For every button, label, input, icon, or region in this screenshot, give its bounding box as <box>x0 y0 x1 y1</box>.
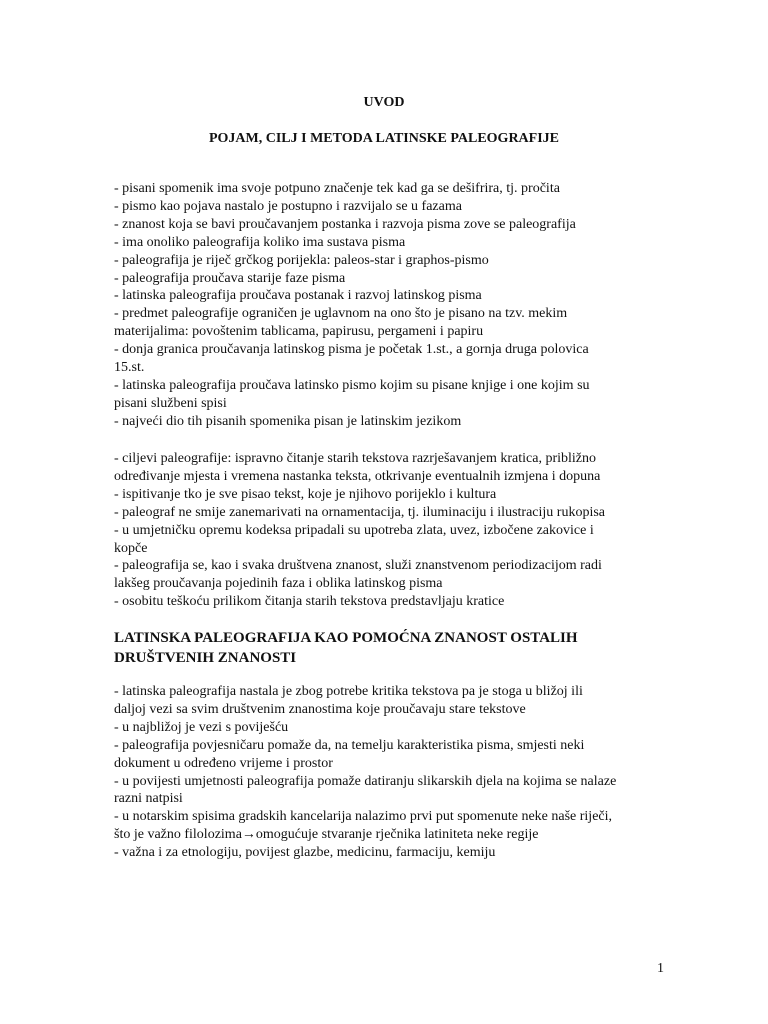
text-line: - donja granica proučavanja latinskog pisma je početak 1.st., a gornja druga polovica <box>114 342 589 358</box>
text-line: - paleografija proučava starije faze pisma <box>114 270 346 286</box>
section-2-text <box>114 450 654 611</box>
text-line: 15.st. <box>114 360 145 376</box>
heading-line: LATINSKA PALEOGRAFIJA KAO POMOĆNA ZNANOST OSTALIH <box>114 630 578 646</box>
text-line: daljoj vezi sa svim društvenim znanostima koje proučavaju stare tekstove <box>114 701 526 717</box>
text-line: - latinska paleografija proučava postanak i razvoj latinskog pisma <box>114 288 482 304</box>
text-line: - u povijesti umjetnosti paleografija pomaže datiranju slikarskih djela na kojima se nalaze <box>114 773 617 789</box>
text-line: - ima onoliko paleografija koliko ima sustava pisma <box>114 234 406 250</box>
page-number: 1 <box>657 961 664 976</box>
text-line: - ciljevi paleografije: ispravno čitanje starih tekstova razrješavanjem kratica, približno <box>114 451 597 466</box>
text-line: - latinska paleografija nastala je zbog potrebe kritika tekstova pa je stoga u bližoj ili <box>114 684 583 699</box>
text-line: - važna i za etnologiju, povijest glazbe, medicinu, farmaciju, kemiju <box>114 845 496 861</box>
heading-line: DRUŠTVENIH ZNANOSTI <box>114 650 297 666</box>
text-line: - znanost koja se bavi proučavanjem postanka i razvoja pisma zove se paleografija <box>114 216 576 232</box>
text-line: - latinska paleografija proučava latinsko pismo kojim su pisane knjige i one kojim su <box>114 377 590 393</box>
section-3-text <box>114 683 654 862</box>
text-line: - pisani spomenik ima svoje potpuno značenje tek kad ga se dešifrira, tj. pročita <box>114 181 560 196</box>
text-line: - osobitu teškoću prilikom čitanja starih tekstova predstavljaju kratice <box>114 594 505 610</box>
text-line: - paleografija je riječ grčkog porijekla: paleos-star i graphos-pismo <box>114 252 489 268</box>
text-line: dokument u određeno vrijeme i prostor <box>114 755 333 771</box>
text-line: - najveći dio tih pisanih spomenika pisan je latinskim jezikom <box>114 413 462 429</box>
text-line: materijalima: povoštenim tablicama, papirusu, pergameni i papiru <box>114 324 484 340</box>
text-line: - predmet paleografije ograničen je uglavnom na ono što je pisano na tzv. mekim <box>114 306 568 322</box>
text-line: - paleograf ne smije zanemarivati na ornamentacija, tj. iluminaciju i ilustraciju rukopisa <box>114 504 605 520</box>
document-title: UVOD <box>363 95 405 110</box>
text-line: - u najbližoj je vezi s poviješću <box>114 719 289 735</box>
text-line: određivanje mjesta i vremena nastanka teksta, otkrivanje eventualnih izmjena i dopuna <box>114 468 601 484</box>
text-line: lakšeg proučavanja pojedinih faza i oblika latinskog pisma <box>114 576 443 592</box>
document-subtitle: POJAM, CILJ I METODA LATINSKE PALEOGRAFIJE <box>208 131 560 146</box>
text-line: - pismo kao pojava nastalo je postupno i razvijalo se u fazama <box>114 198 462 214</box>
section-3-heading <box>114 628 654 668</box>
text-line: - paleografija se, kao i svaka društvena znanost, služi znanstvenom periodizacijom radi <box>114 558 602 574</box>
text-line: - u umjetničku opremu kodeksa pripadali su upotreba zlata, uvez, izbočene zakovice i <box>114 522 594 538</box>
text-line: razni natpisi <box>114 791 183 807</box>
text-line: - paleografija povjesničaru pomaže da, na temelju karakteristika pisma, smjesti neki <box>114 737 585 753</box>
text-line: - u notarskim spisima gradskih kancelarija nalazimo prvi put spomenute neke naše riječi, <box>114 809 613 825</box>
text-line: - ispitivanje tko je sve pisao tekst, koje je njihovo porijeklo i kultura <box>114 486 497 502</box>
text-line: pisani službeni spisi <box>114 395 227 411</box>
section-1-text <box>114 180 654 431</box>
text-line: što je važno filolozima→omogućuje stvaranje rječnika latiniteta neke regije <box>114 827 539 843</box>
text-line: kopče <box>114 540 148 556</box>
